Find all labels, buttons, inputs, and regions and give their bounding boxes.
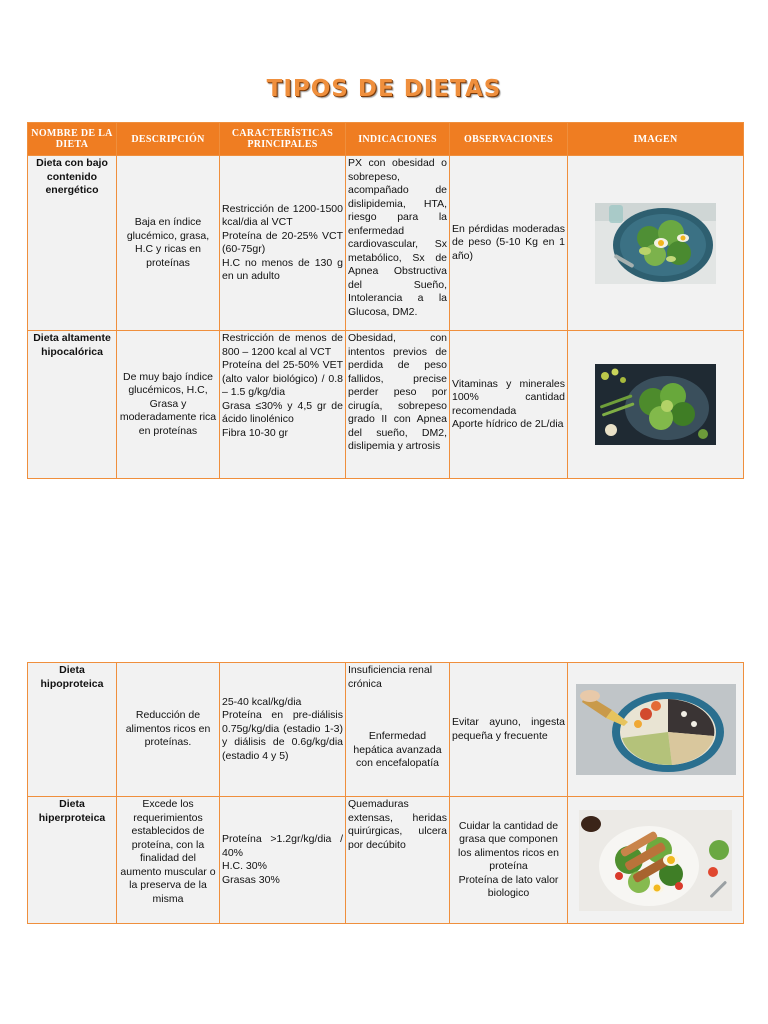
diet-characteristics: Restricción de menos de 800 – 1200 kcal al VCT Proteína del 25-50% VET (alto valor biológico) / 0.8 – 1.5 g/kg/dia Grasa ≤30% y 4,5 gr de ácido linolénico Fibra 10-30 gr [220,331,346,479]
diet-characteristics: 25-40 kcal/kg/dia Proteína en pre-diálisis 0.75g/kg/dia (estadio 1-3) y diálisis de 0.6g/kg/dia (estadio 4 y 5) [220,663,346,797]
diet-table-top [27,122,744,479]
diet-image-cell [568,156,744,331]
diet-table-bottom [27,662,744,924]
diet-characteristics: Proteína >1.2gr/kg/dia / 40% H.C. 30% Grasas 30% [220,797,346,924]
page-title: TIPOS DE DIETAS [266,76,502,102]
diet-name: Dieta altamente hipocalórica [28,331,117,479]
diet-name: Dieta hipoproteica [28,663,117,797]
diet-observations: En pérdidas moderadas de peso (5-10 Kg en 1 año) [450,156,568,331]
diet-description: Reducción de alimentos ricos en proteínas. [117,663,220,797]
salad-bowl-photo-icon [595,203,716,284]
diet-observations: Cuidar la cantidad de grasa que componen los alimentos ricos en proteína Proteína de lato valor biologico [450,797,568,924]
header-descripcion: DESCRIPCIÓN [117,123,220,156]
header-indicaciones: INDICACIONES [346,123,450,156]
table-row [28,797,744,924]
table-row [28,331,744,479]
indication-hepatic: Enfermedad hepática avanzada con encefalopatía [353,730,442,769]
diet-indications: Obesidad, con intentos previos de perdida de peso fallidos, precise perder peso por cirugía, sobrepeso grado II con Apnea del sueño, DM2, dislipemia y artrosis [346,331,450,479]
diet-observations: Vitaminas y minerales 100% cantidad recomendada Aporte hídrico de 2L/dia [450,331,568,479]
diet-indications [346,663,450,797]
green-salad-photo-icon [595,364,716,445]
header-caracteristicas: CARACTERÍSTICAS PRINCIPALES [220,123,346,156]
chicken-salad-photo-icon [579,810,732,911]
header-imagen: IMAGEN [568,123,744,156]
indication-renal: Insuficiencia renal crónica [348,664,433,690]
diet-description: Baja en índice glucémico, grasa, H.C y ricas en proteínas [117,156,220,331]
diet-description: Excede los requerimientos establecidos de proteína, con la finalidad del aumento muscular o la preserva de la misma [117,797,220,924]
diet-image-cell [568,663,744,797]
header-observaciones: OBSERVACIONES [450,123,568,156]
diet-observations: Evitar ayuno, ingesta pequeña y frecuente [450,663,568,797]
header-nombre: NOMBRE DE LA DIETA [28,123,117,156]
table-header-row [28,123,744,156]
diet-indications: Quemaduras extensas, heridas quirúrgicas, ulcera por decúbito [346,797,450,924]
diet-image-cell [568,331,744,479]
diet-description: De muy bajo índice glucémicos, H.C, Grasa y moderadamente rica en proteínas [117,331,220,479]
table-row [28,663,744,797]
diet-indications: PX con obesidad o sobrepeso, acompañado de dislipidemia, HTA, riesgo para la enfermedad cardiovascular, Sx metabólico, Sx de Apnea Obstructiva del Sueño, Intolerancia a la Glucosa, DM2. [346,156,450,331]
diet-name: Dieta con bajo contenido energético [28,156,117,331]
diet-image-cell [568,797,744,924]
diet-characteristics: Restricción de 1200-1500 kcal/dia al VCT Proteína de 20-25% VCT (60-75gr) H.C no menos de 130 g en un adulto [220,156,346,331]
grain-bowl-photo-icon [576,684,736,775]
table-row [28,156,744,331]
diet-name: Dieta hiperproteica [28,797,117,924]
